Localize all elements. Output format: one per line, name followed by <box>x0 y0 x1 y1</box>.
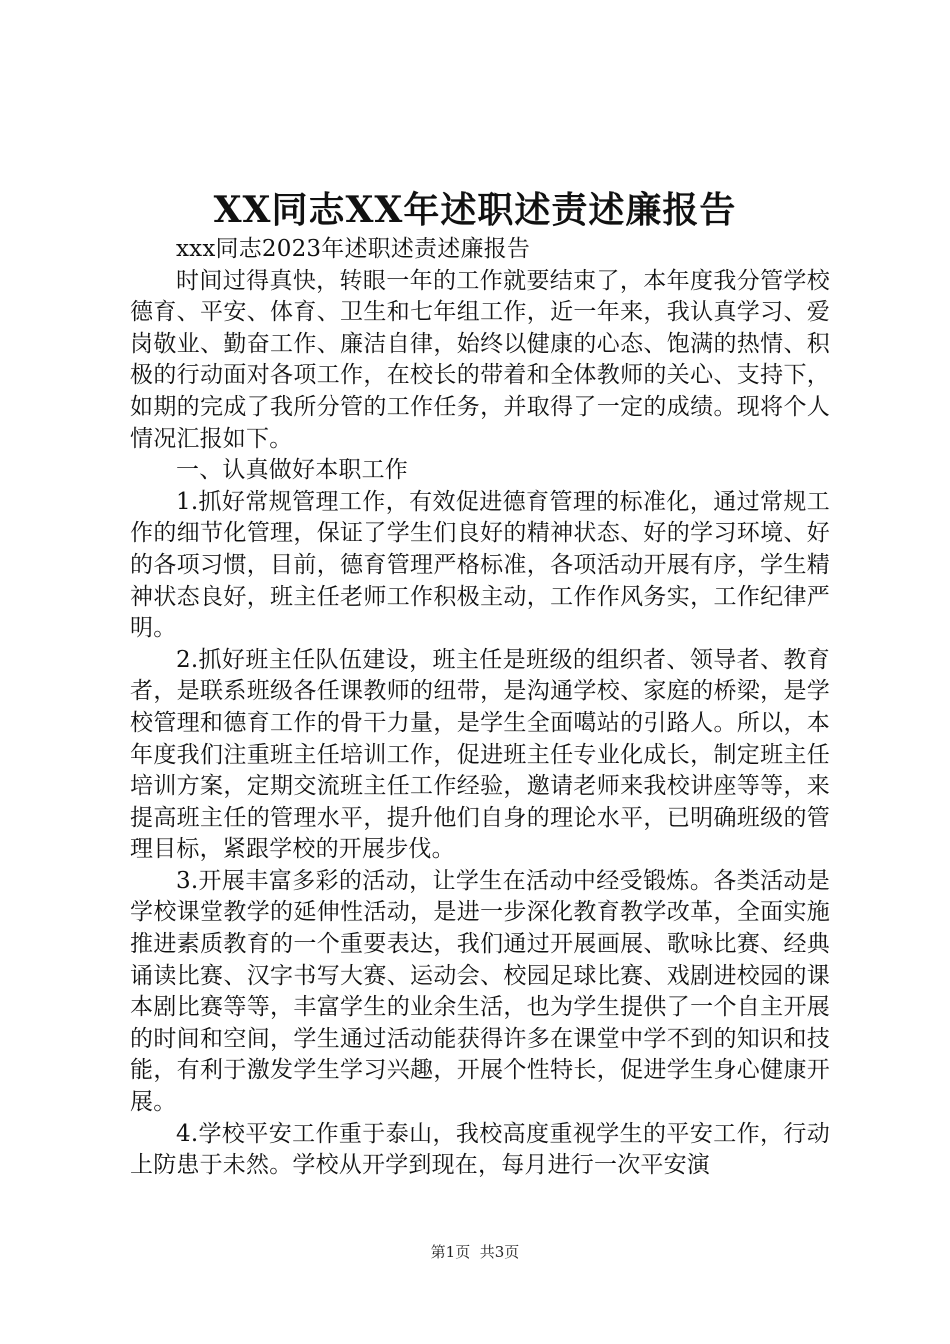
subtitle-paragraph: xxx同志2023年述职述责述廉报告 <box>176 236 531 262</box>
page-number: 第1页 <box>430 1243 471 1261</box>
page-footer <box>0 1242 950 1262</box>
document-title: XX同志XX年述职述责述廉报告 <box>213 189 737 231</box>
page-total: 共3页 <box>479 1243 520 1261</box>
item-2-paragraph: 2.抓好班主任队伍建设，班主任是班级的组织者、领导者、教育者，是联系班级各任课教师的纽带，是沟通学校、家庭的桥梁，是学校管理和德育工作的骨干力量，是学生全面噶站的引路人。所以，本年度我们注重班主任培训工作，促进班主任专业化成长，制定班主任培训方案，定期交流班主任工作经验，邀请老师来我校讲座等等，来提高班主任的管理水平，提升他们自身的理论水平，已明确班级的管理目标，紧跟学校的开展步伐。 <box>130 646 830 863</box>
item-3-paragraph: 3.开展丰富多彩的活动，让学生在活动中经受锻炼。各类活动是学校课堂教学的延伸性活动，是进一步深化教育教学改革，全面实施推进素质教育的一个重要表达，我们通过开展画展、歌咏比赛、经典诵读比赛、汉字书写大赛、运动会、校园足球比赛、戏剧进校园的课本剧比赛等等，丰富学生的业余生活，也为学生提供了一个自主开展的时间和空间，学生通过活动能获得许多在课堂中学不到的知识和技能，有利于激发学生学习兴趣，开展个性特长，促进学生身心健康开展。 <box>130 867 830 1116</box>
document-body <box>130 234 830 1182</box>
section-heading: 一、认真做好本职工作 <box>176 457 408 484</box>
intro-paragraph: 时间过得真快，转眼一年的工作就要结束了，本年度我分管学校德育、平安、体育、卫生和七年组工作，近一年来，我认真学习、爱岗敬业、勤奋工作、廉洁自律，始终以健康的心态、饱满的热情、积极的行动面对各项工作，在校长的带着和全体教师的关心、支持下，如期的完成了我所分管的工作任务，并取得了一定的成绩。现将个人情况汇报如下。 <box>130 267 830 452</box>
item-4-paragraph: 4.学校平安工作重于泰山，我校高度重视学生的平安工作，行动上防患于未然。学校从开学到现在，每月进行一次平安演 <box>130 1120 830 1179</box>
item-1-paragraph: 1.抓好常规管理工作，有效促进德育管理的标准化，通过常规工作的细节化管理，保证了学生们良好的精神状态、好的学习环境、好的各项习惯，目前，德育管理严格标准，各项活动开展有序，学生精神状态良好，班主任老师工作积极主动，工作作风务实，工作纪律严明。 <box>130 488 830 642</box>
